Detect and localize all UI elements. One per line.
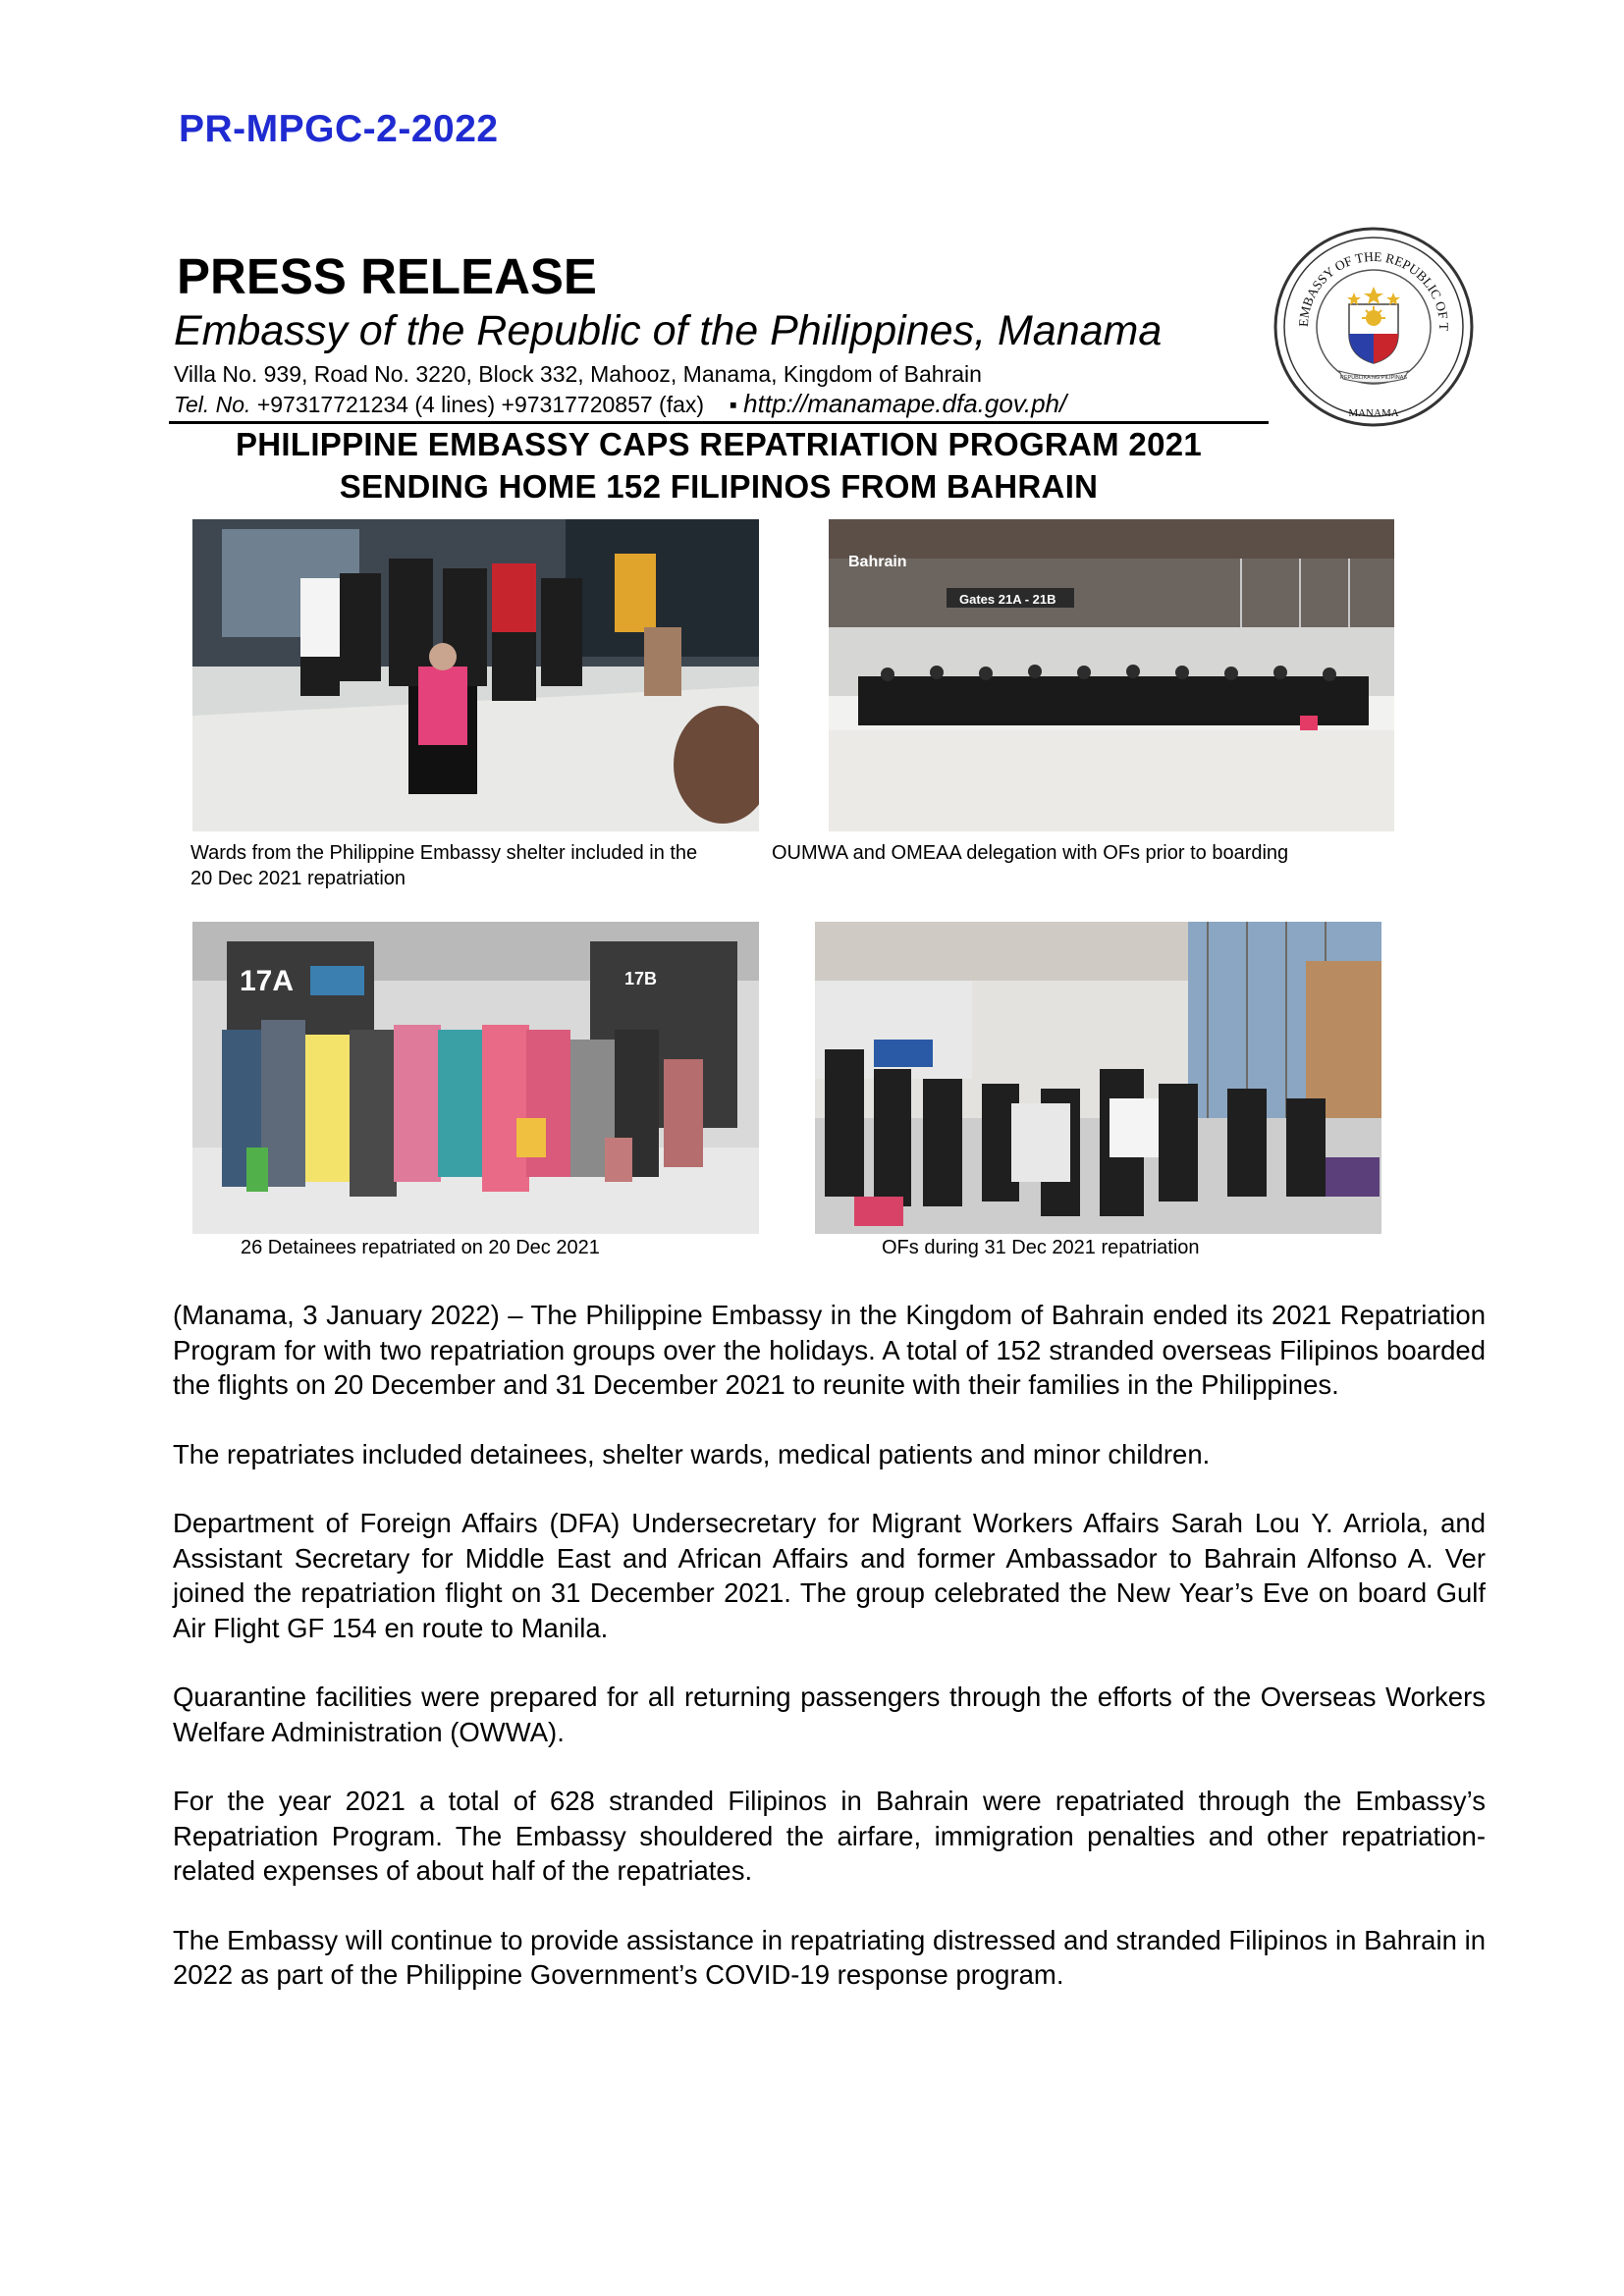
tel-label: Tel. No. bbox=[174, 392, 251, 417]
embassy-seal bbox=[1271, 224, 1477, 430]
embassy-name: Embassy of the Republic of the Philippines, Manama bbox=[174, 307, 1163, 354]
body-paragraph: (Manama, 3 January 2022) – The Philippine Embassy in the Kingdom of Bahrain ended its 2021 Repatriation Program for with two repatriation groups over the holidays. A total of 152 stranded overseas Filipinos boarded the flights on 20 December and 31 December 2021 to reunite with their families in the Philippines. bbox=[173, 1300, 1486, 1400]
header-rule bbox=[169, 421, 1269, 424]
photo-shelter-wards bbox=[192, 519, 759, 831]
sign-text: 17A bbox=[240, 965, 295, 997]
photo-caption: OFs during 31 Dec 2021 repatriation bbox=[882, 1237, 1200, 1258]
sign-text: Gates 21A - 21B bbox=[959, 592, 1056, 607]
body-paragraph: The Embassy will continue to provide assistance in repatriating distressed and stranded Filipinos in Bahrain in 2022 as part of the Philippine Government’s COVID-19 response program. bbox=[173, 1924, 1486, 1990]
press-release-title: PRESS RELEASE bbox=[177, 248, 597, 304]
website-url: http://manamape.dfa.gov.ph/ bbox=[743, 389, 1067, 418]
headline-line-2: SENDING HOME 152 FILIPINOS FROM BAHRAIN bbox=[339, 468, 1099, 505]
body-paragraph: Department of Foreign Affairs (DFA) Undersecretary for Migrant Workers Affairs Sarah Lou Y. Arriola, and Assistant Secretary for Middle East and African Affairs and former Ambassador to Bahrain Alfonso A. Ver joined the repatriation flight on 31 December 2021. The group celebrated the New Year’s Eve on board Gulf Air Flight GF 154 en route to Manila. bbox=[173, 1508, 1486, 1643]
body-paragraph: The repatriates included detainees, shelter wards, medical patients and minor children. bbox=[173, 1438, 1211, 1469]
embassy-address: Villa No. 939, Road No. 3220, Block 332, Mahooz, Manama, Kingdom of Bahrain bbox=[174, 361, 982, 387]
document-reference: PR-MPGC-2-2022 bbox=[179, 108, 499, 150]
headline-line-1: PHILIPPINE EMBASSY CAPS REPATRIATION PROGRAM 2021 bbox=[235, 426, 1203, 462]
body-paragraph: For the year 2021 a total of 628 stranded Filipinos in Bahrain were repatriated through the Embassy’s Repatriation Program. The Embassy shouldered the airfare, immigration penalties and other repatriation-related expenses of about half of the repatriates. bbox=[173, 1786, 1486, 1886]
photo-caption: OUMWA and OMEAA delegation with OFs prior to boarding bbox=[772, 842, 1289, 864]
seal-outer-text: EMBASSY OF THE REPUBLIC OF T bbox=[1295, 248, 1452, 331]
photo-detainees bbox=[192, 922, 759, 1234]
bullet-separator: ▪ bbox=[729, 392, 737, 417]
press-release-body bbox=[173, 1298, 1486, 2027]
seal-bottom-text: MANAMA bbox=[1348, 407, 1399, 419]
photo-delegation bbox=[829, 519, 1394, 831]
photo-caption: 26 Detainees repatriated on 20 Dec 2021 bbox=[241, 1237, 600, 1258]
tel-numbers: +97317721234 (4 lines) +97317720857 (fax) bbox=[256, 392, 705, 417]
contact-line bbox=[174, 389, 1066, 419]
seal-ribbon-text: REPUBLIKA NG PILIPINAS bbox=[1339, 375, 1408, 381]
photo-ofs-31-dec bbox=[815, 922, 1381, 1234]
photo-caption: Wards from the Philippine Embassy shelter included in the 20 Dec 2021 repatriation bbox=[190, 842, 698, 889]
sign-text: Bahrain bbox=[848, 554, 907, 570]
sign-text: 17B bbox=[624, 969, 658, 988]
body-paragraph: Quarantine facilities were prepared for all returning passengers through the efforts of the Overseas Workers Welfare Administration (OWWA). bbox=[173, 1682, 1486, 1747]
